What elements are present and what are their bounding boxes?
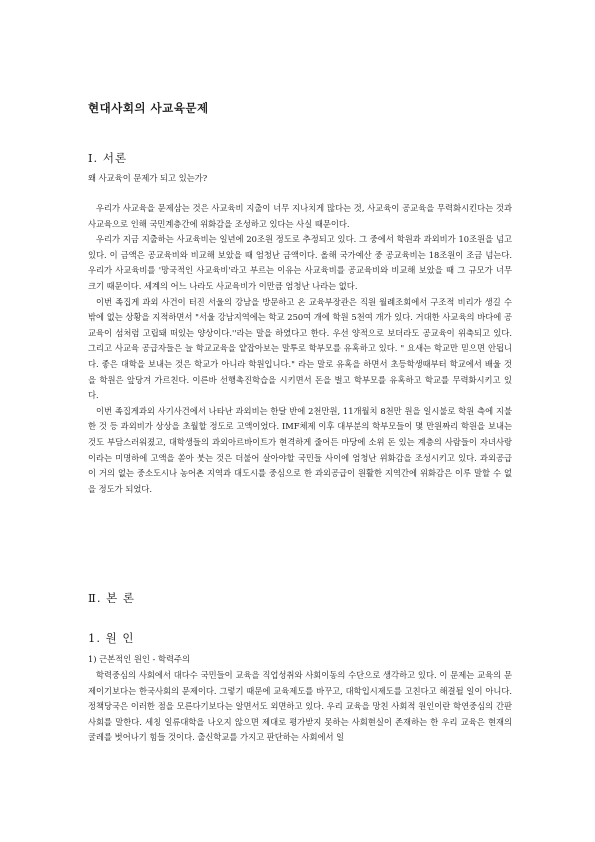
section-2-heading: Ⅱ. 본 론: [88, 591, 136, 605]
subsection-1-heading: 1. 원 인: [88, 631, 135, 645]
document-title: 현대사회의 사교육문제: [88, 101, 209, 115]
subsection-1-1-heading: 1) 근본적인 원인 - 학력주의: [88, 654, 191, 664]
paragraph: 우리가 지금 지출하는 사교육비는 일년에 20조원 정도로 추정되고 있다. 그 중에서 학원과 과외비가 10조원을 넘고 있다. 이 금액은 공교육비와 비교해 보았을 때 엄청난 금액이다. 올해 국가예산 중 공교육비는 18조원이 조금 넘는다. 우리가 사교육비를 '망국적인 사교육비'라고 부르는 이유는 사교육비를 공교육비와 비교해 보았을 때 그 규모가 너무 크기 때문이다. 세계의 어느 나라도 사교육비가 이만큼 엄청난 나라는 없다.: [88, 234, 512, 291]
section-1-heading: Ⅰ. 서론: [88, 151, 128, 165]
paragraph: 이번 족집게 과외 사건이 터진 서울의 강남을 방문하고 온 교육부장관은 직원 월례조회에서 구조적 비리가 생길 수밖에 없는 상황을 지적하면서 "서울 강남지역에는 학교 250여 개에 학원 5천여 개가 있다. 거대한 사교육의 바다에 공교육이 섬처럼 고립돼 떠있는 양상이다.''라는 말을 하였다고 한다. 우선 양적으로 보더라도 공교육이 위축되고 있다. 그리고 사교육 공급자들은 늘 학교교육을 얕잡아보는 말투로 학부모를 유혹하고 있다. " 요새는 학교만 믿으면 안됩니다. 좋은 대학을 보내는 것은 학교가 아니라 학원입니다." 라는 말로 유혹을 하면서 초등학생때부터 학교에서 배울 것을 학원은 앞당겨 가르친다. 이른바 선행촉진학습을 시키면서 돈을 벌고 학부모를 유혹하고 학교를 무력화시키고 있다.: [88, 296, 512, 401]
paragraph: 이번 족집게과외 사기사건에서 나타난 과외비는 한달 반에 2천만원, 11개월치 8천만 원을 일시불로 학원 측에 지불한 것 등 과외비가 상상을 초월할 정도로 고액이었다. IMF체제 이후 대부분의 학부모들이 몇 만원짜리 학원을 보내는 것도 부담스러워졌고, 대학생들의 과외아르바이트가 현격하게 줄어든 마당에 소위 돈 있는 계층의 사람들이 자녀사랑이라는 미명하에 고액을 쏟아 붓는 것은 더불어 살아야할 국민들 사이에 엄청난 위화감을 조성시키고 있다. 과외공급이 거의 없는 중소도시나 농어촌 지역과 대도시를 중심으로 한 과외공급이 원활한 지역간에 위화감은 이루 말할 수 없을 정도가 되었다.: [88, 405, 512, 494]
section-1-question: 왜 사교육이 문제가 되고 있는가?: [88, 173, 208, 183]
section-1-body: [88, 201, 512, 497]
paragraph: 학력중심의 사회에서 대다수 국민들이 교육을 직업성취와 사회이동의 수단으로 생각하고 있다. 이 문제는 교육의 문제이기보다는 한국사회의 문제이다. 그렇기 때문에 교육제도를 바꾸고, 대학입시제도를 고친다고 해결될 일이 아니다. 정책당국은 이러한 점을 모른다기보다는 알면서도 외면하고 있다. 우리 교육을 망친 사회적 원인이란 학연중심의 간판사회를 말한다. 세칭 일류대학을 나오지 않으면 제대로 평가받지 못하는 사회현실이 존재하는 한 우리 교육은 현재의 굴레를 벗어나기 힘들 것이다. 출신학교를 가지고 판단하는 사회에서 일: [88, 670, 512, 743]
section-2-body: [88, 668, 512, 746]
paragraph: 우리가 사교육을 문제삼는 것은 사교육비 지출이 너무 지나치게 많다는 것, 사교육이 공교육을 무력화시킨다는 것과 사교육으로 인해 국민계층간에 위화감을 조성하고 있다는 사실 때문이다.: [88, 203, 512, 229]
